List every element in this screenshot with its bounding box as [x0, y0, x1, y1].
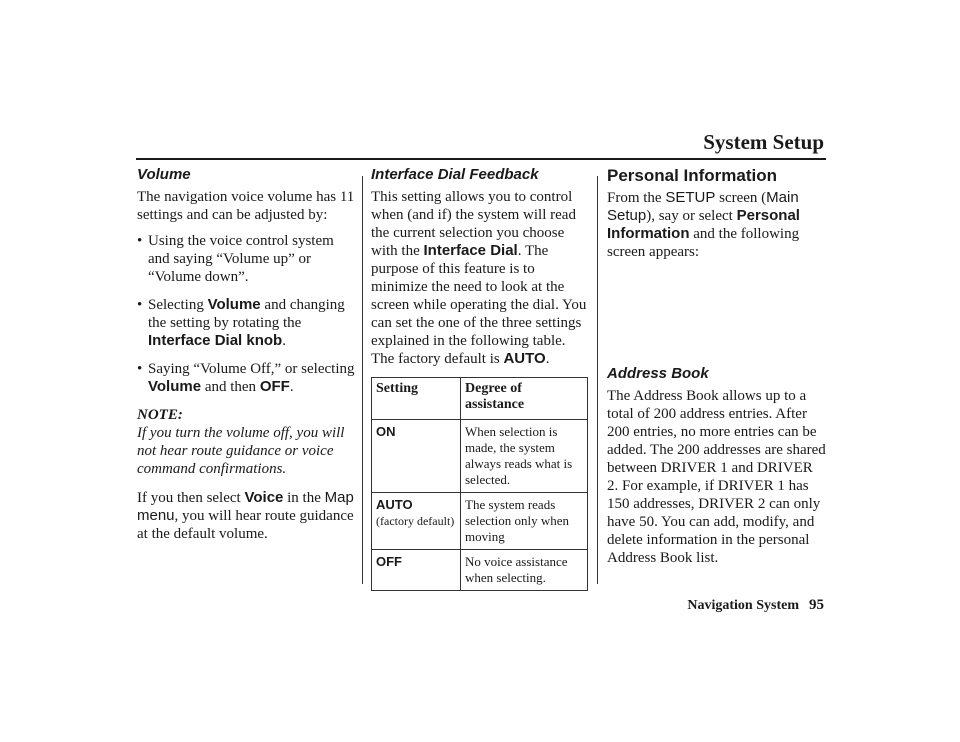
volume-bullet-list	[137, 232, 355, 396]
setting-auto: AUTO	[376, 497, 413, 512]
bullet1-text: Using the voice control system and saying “Volume up” or “Volume down”.	[148, 233, 334, 285]
column-divider-2	[597, 176, 598, 584]
bullet2-key-volume: Volume	[207, 296, 261, 313]
table-cell-setting	[372, 420, 461, 493]
table-header-row	[372, 378, 588, 420]
note-text: If you turn the volume off, you will not hear route guidance or voice command confirmations.	[137, 425, 345, 477]
volume-section	[137, 166, 355, 543]
table-row	[372, 420, 588, 493]
bullet2-mid: and changing the setting by rotating the	[148, 297, 345, 331]
personal-info-text	[607, 189, 827, 261]
pi-key-personal-information: Personal Information	[607, 207, 800, 242]
page-footer	[687, 597, 824, 614]
table-row	[372, 493, 588, 550]
setting-off: OFF	[376, 554, 402, 569]
note-label: NOTE:	[137, 407, 183, 423]
bullet3-key-volume: Volume	[148, 378, 202, 395]
personal-info-heading: Personal Information	[607, 166, 778, 185]
after-pre: If you then select	[137, 490, 245, 506]
after-post: , you will hear route guidance at the default volume.	[137, 508, 354, 542]
table-row	[372, 550, 588, 591]
table-cell-setting	[372, 550, 461, 591]
address-book-heading: Address Book	[607, 365, 709, 382]
table-cell-setting	[372, 493, 461, 550]
after-key-map-menu: Map menu	[137, 489, 354, 524]
setting-on: ON	[376, 424, 396, 439]
table-header-setting: Setting	[372, 378, 461, 420]
dial-p-pre: This setting allows you to control when (and if) the system will read the current selection you choose with the	[371, 189, 576, 259]
bullet2-key-dial-knob: Interface Dial knob	[148, 332, 283, 349]
header-rule	[136, 158, 826, 160]
bullet2-pre: Selecting	[148, 297, 208, 313]
after-key-voice: Voice	[244, 489, 284, 506]
table-cell-desc: No voice assistance when selecting.	[461, 550, 588, 591]
assistance-table	[371, 377, 588, 591]
pi-key-setup: SETUP	[665, 189, 716, 206]
page-header-title: System Setup	[703, 130, 824, 154]
volume-heading: Volume	[137, 166, 191, 183]
table-cell-desc: When selection is made, the system always reads what is selected.	[461, 420, 588, 493]
pi-post: and the following screen appears:	[607, 226, 800, 260]
dial-feedback-heading: Interface Dial Feedback	[371, 166, 539, 183]
pi-mid2: ), say or select	[646, 208, 737, 224]
page-number: 95	[809, 597, 824, 613]
footer-section-name: Navigation System	[687, 598, 799, 613]
volume-bullet-off	[137, 360, 355, 396]
bullet3-mid: and then	[201, 379, 260, 395]
bullet3-key-off: OFF	[259, 378, 290, 395]
volume-bullet-voice	[137, 232, 355, 286]
personal-info-section	[607, 166, 827, 567]
pi-key-main-setup: Main Setup	[607, 189, 799, 224]
table-cell-desc: The system reads selection only when moving	[461, 493, 588, 550]
bullet2-post: .	[282, 333, 286, 349]
dial-feedback-section	[371, 166, 589, 591]
column-divider-1	[362, 176, 363, 584]
pi-pre: From the	[607, 190, 666, 206]
address-book-text: The Address Book allows up to a total of 200 address entries. After 200 entries, no more entries can be added. The 200 addresses are shared between DRIVER 1 and DRIVER 2. For example, if DRIVER 1 has 150 addresses, DRIVER 2 can only have 50. You can add, modify, and delete information in the personal Address Book list.	[607, 388, 826, 566]
volume-bullet-dial	[137, 296, 355, 350]
bullet3-post: .	[289, 379, 294, 395]
dial-key-auto: AUTO	[503, 350, 546, 367]
setting-auto-sub: (factory default)	[376, 514, 455, 528]
pi-mid1: screen (	[715, 190, 767, 206]
dial-p-mid: . The purpose of this feature is to minimize the need to look at the screen while operating the dial. You can set the one of the three settings explained in the following table. The factory default is	[371, 243, 587, 367]
volume-after-note	[137, 489, 355, 543]
table-header-degree: Degree of assistance	[461, 378, 588, 420]
dial-key-interface-dial: Interface Dial	[423, 242, 518, 259]
bullet3-pre: Saying “Volume Off,” or selecting	[148, 361, 355, 377]
volume-intro: The navigation voice volume has 11 settings and can be adjusted by:	[137, 189, 355, 223]
dial-p-post: .	[545, 351, 550, 367]
dial-feedback-text	[371, 188, 589, 368]
after-mid: in the	[283, 490, 325, 506]
